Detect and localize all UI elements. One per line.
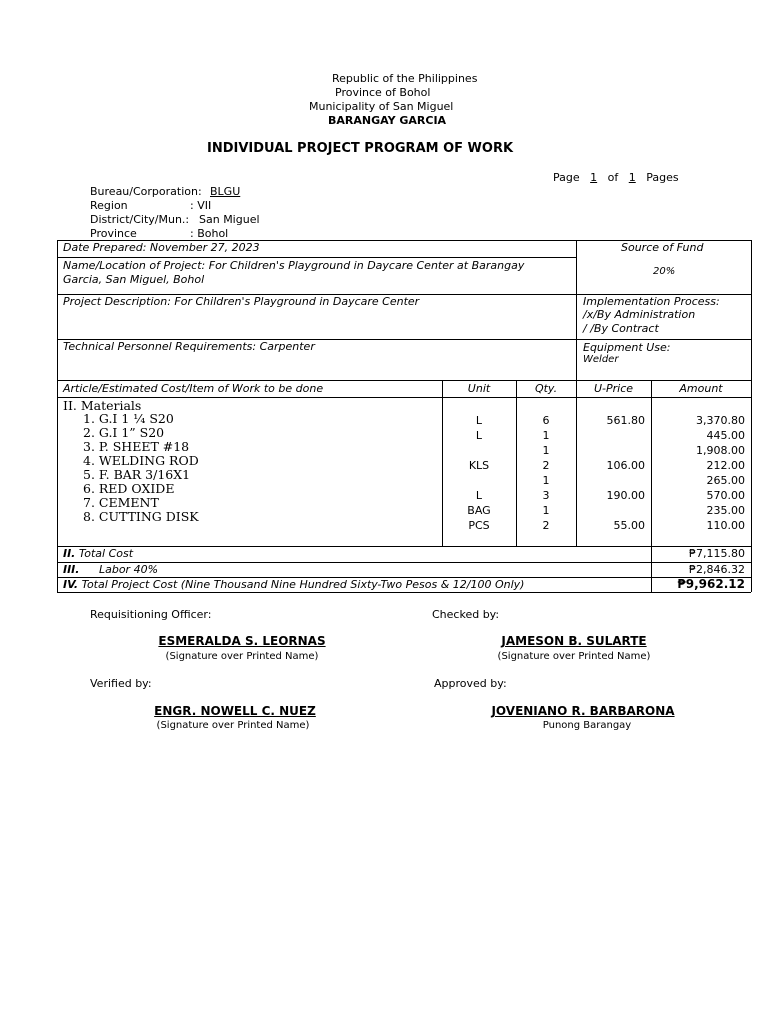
item-uprice: 55.00: [613, 519, 645, 532]
project-cost-value: ₱9,962.12: [677, 577, 745, 591]
uprice-column: [576, 413, 645, 533]
item-qty: 1: [542, 444, 550, 457]
item-unit: [442, 443, 516, 458]
item-name: 7. CEMENT: [83, 495, 159, 510]
item-amount: 265.00: [706, 474, 745, 487]
province-value: : Bohol: [190, 227, 229, 240]
qty-column: [516, 413, 576, 533]
item-qty: 2: [542, 519, 550, 532]
item-amount: 235.00: [706, 504, 745, 517]
item-name: 4. WELDING ROD: [83, 453, 199, 468]
item-name: 8. CUTTING DISK: [83, 509, 199, 524]
column-header-unit: Unit: [467, 382, 491, 395]
page-current: 1: [590, 171, 598, 184]
implementation-admin: /x/By Administration: [583, 308, 696, 321]
requisitioning-officer-caption: (Signature over Printed Name): [165, 651, 319, 662]
item-unit: PCS: [468, 519, 490, 532]
region-value: : VII: [190, 199, 212, 212]
labor-label: Labor 40%: [98, 563, 159, 576]
district-value: San Miguel: [199, 213, 260, 226]
item-unit: L: [475, 489, 483, 502]
verified-by-name: ENGR. NOWELL C. NUEZ: [154, 704, 316, 718]
item-amount: 1,908.00: [696, 444, 745, 457]
source-of-fund-label: Source of Fund: [621, 241, 704, 254]
item-uprice: 190.00: [606, 489, 645, 502]
bureau-value: BLGU: [210, 185, 241, 198]
item-uprice: [576, 428, 645, 443]
requisitioning-officer-label: Requisitioning Officer:: [90, 608, 212, 621]
page-count-prefix: Page: [553, 171, 580, 184]
item-amount: 110.00: [706, 519, 745, 532]
labor-num: III.: [63, 563, 80, 576]
province-label: Province: [90, 227, 137, 240]
project-cost-row: [63, 578, 524, 591]
item-amount: 570.00: [706, 489, 745, 502]
approved-by-name: JOVENIANO R. BARBARONA: [491, 704, 675, 718]
source-of-fund-value: 20%: [653, 266, 676, 277]
item-unit: BAG: [467, 504, 491, 517]
column-header-article: Article/Estimated Cost/Item of Work to be done: [63, 382, 324, 395]
unit-column: [442, 413, 516, 533]
verified-by-caption: (Signature over Printed Name): [156, 720, 310, 731]
item-name: 3. P. SHEET #18: [83, 439, 190, 454]
amount-column: [651, 413, 745, 533]
equipment-label: Equipment Use:: [583, 341, 671, 354]
item-unit: [442, 473, 516, 488]
bureau-label: Bureau/Corporation:: [90, 185, 202, 198]
header-municipality: Municipality of San Miguel: [309, 100, 454, 113]
item-unit: L: [475, 429, 483, 442]
total-cost-value: ₱7,115.80: [689, 547, 745, 560]
item-uprice: 561.80: [606, 414, 645, 427]
item-uprice: [576, 443, 645, 458]
project-location-line2: Garcia, San Miguel, Bohol: [63, 273, 205, 286]
header-province: Province of Bohol: [335, 86, 431, 99]
approved-by-label: Approved by:: [434, 677, 507, 690]
item-amount: 445.00: [706, 429, 745, 442]
item-name-list: [83, 412, 199, 524]
checked-by-name: JAMESON B. SULARTE: [501, 634, 647, 648]
item-uprice: 106.00: [606, 459, 645, 472]
item-name: 6. RED OXIDE: [83, 481, 175, 496]
column-header-amount: Amount: [679, 382, 723, 395]
page-count: [553, 171, 679, 184]
verified-by-label: Verified by:: [90, 677, 152, 690]
item-qty: 3: [542, 489, 550, 502]
item-name: 1. G.I 1 ¼ S20: [83, 411, 174, 426]
item-unit: L: [475, 414, 483, 427]
item-uprice: [576, 473, 645, 488]
district-label: District/City/Mun.:: [90, 213, 190, 226]
project-description: Project Description: For Children's Playground in Daycare Center: [63, 295, 420, 308]
item-qty: 1: [542, 504, 550, 517]
item-uprice: [576, 503, 645, 518]
project-location-line1: Name/Location of Project: For Children's Playground in Daycare Center at Barangay: [63, 259, 525, 272]
equipment-value: Welder: [583, 354, 619, 365]
checked-by-label: Checked by:: [432, 608, 500, 621]
item-qty: 2: [542, 459, 550, 472]
page-title: INDIVIDUAL PROJECT PROGRAM OF WORK: [207, 141, 514, 156]
implementation-contract: / /By Contract: [583, 322, 659, 335]
item-qty: 1: [542, 474, 550, 487]
item-qty: 1: [542, 429, 550, 442]
item-amount: 212.00: [706, 459, 745, 472]
requisitioning-officer-name: ESMERALDA S. LEORNAS: [158, 634, 326, 648]
page-count-suffix: Pages: [646, 171, 679, 184]
header-barangay: BARANGAY GARCIA: [328, 114, 447, 127]
project-cost-label: Total Project Cost (Nine Thousand Nine Hundred Sixty-Two Pesos & 12/100 Only): [81, 578, 525, 591]
checked-by-caption: (Signature over Printed Name): [497, 651, 651, 662]
region-label: Region: [90, 199, 128, 212]
labor-value: ₱2,846.32: [689, 563, 745, 576]
date-prepared: Date Prepared: November 27, 2023: [63, 241, 260, 254]
item-amount: 3,370.80: [696, 414, 745, 427]
project-cost-num: IV.: [63, 578, 79, 591]
total-cost-num: II.: [63, 547, 76, 560]
technical-personnel: Technical Personnel Requirements: Carpenter: [63, 340, 315, 353]
page-total: 1: [628, 171, 636, 184]
item-name: 2. G.I 1” S20: [83, 425, 165, 440]
item-name: 5. F. BAR 3/16X1: [83, 467, 191, 482]
implementation-label: Implementation Process:: [583, 295, 720, 308]
approved-by-caption: Punong Barangay: [542, 720, 632, 731]
total-cost-label: Total Cost: [78, 547, 134, 560]
item-qty: 6: [542, 414, 550, 427]
column-header-qty: Qty.: [534, 382, 558, 395]
labor-row: [63, 563, 158, 576]
section-title-materials: II. Materials: [63, 398, 142, 413]
column-header-uprice: U-Price: [593, 382, 634, 395]
item-unit: KLS: [468, 459, 490, 472]
total-cost-row: [63, 547, 133, 560]
header-republic: Republic of the Philippines: [332, 72, 478, 85]
page-count-of: of: [607, 171, 619, 184]
